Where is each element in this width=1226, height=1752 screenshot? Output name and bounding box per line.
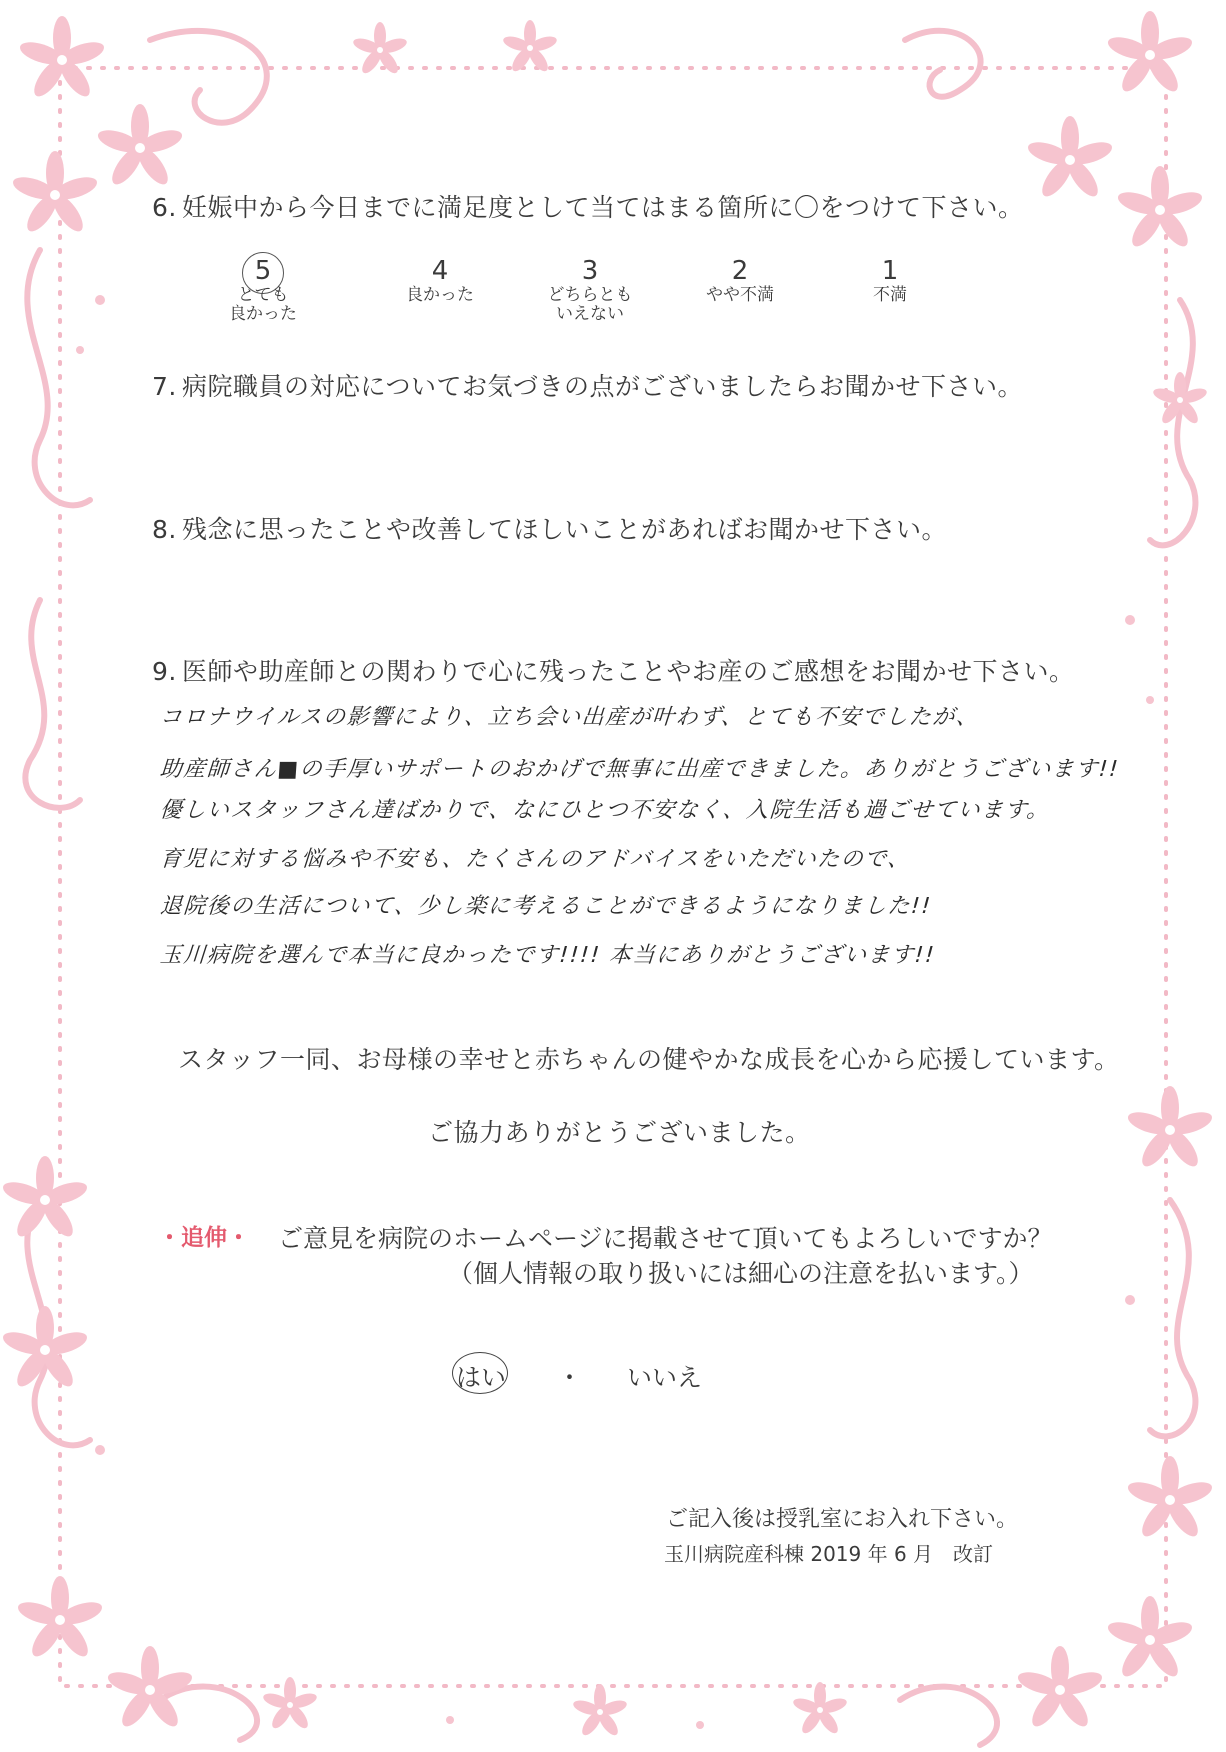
question-text: 残念に思ったことや改善してほしいことがあればお聞かせ下さい。 bbox=[182, 515, 948, 544]
question-8 bbox=[152, 510, 947, 546]
rating-number: 3 bbox=[581, 256, 599, 286]
rating-number: 5 bbox=[254, 256, 272, 286]
rating-number: 4 bbox=[431, 256, 449, 286]
rating-label: とても bbox=[237, 285, 289, 305]
rating-number: 2 bbox=[731, 256, 749, 286]
question-text: 妊娠中から今日までに満足度として当てはまる箇所に〇をつけて下さい。 bbox=[182, 193, 1024, 222]
revision-note: 玉川病院産科棟 2019 年 6 月 改訂 bbox=[664, 1542, 994, 1566]
handwritten-answer-line: コロナウイルスの影響により、立ち会い出産が叶わず、とても不安でしたが、 bbox=[158, 705, 981, 730]
question-number: 6. bbox=[152, 193, 177, 222]
rating-label: 良かった bbox=[229, 304, 297, 324]
rating-label: 不満 bbox=[873, 285, 907, 305]
question-text: 病院職員の対応についてお気づきの点がございましたらお聞かせ下さい。 bbox=[182, 372, 1024, 401]
handwritten-answer-line: 玉川病院を選んで本当に良かったです!!!! 本当にありがとうございます!! bbox=[158, 943, 937, 968]
handwritten-answer-line: 退院後の生活について、少し楽に考えることができるようになりました!! bbox=[158, 894, 933, 919]
question-9 bbox=[152, 652, 1075, 688]
answer-no[interactable]: いいえ bbox=[627, 1363, 703, 1392]
rating-label: やや不満 bbox=[706, 285, 774, 305]
rating-option-4[interactable] bbox=[380, 256, 500, 305]
rating-option-5[interactable] bbox=[203, 256, 323, 324]
postscript-question: ご意見を病院のホームページに掲載させて頂いてもよろしいですか？ bbox=[278, 1224, 1053, 1253]
thanks-message: ご協力ありがとうございました。 bbox=[428, 1118, 811, 1147]
rating-option-1[interactable] bbox=[830, 256, 950, 305]
question-number: 9. bbox=[152, 657, 177, 686]
answer-separator: ・ bbox=[557, 1363, 583, 1392]
rating-label: 良かった bbox=[406, 285, 474, 305]
handwritten-answer-line: 優しいスタッフさん達ばかりで、なにひとつ不安なく、入院生活も過ごせています。 bbox=[158, 798, 1051, 823]
question-text: 医師や助産師との関わりで心に残ったことやお産のご感想をお聞かせ下さい。 bbox=[182, 657, 1075, 686]
rating-number: 1 bbox=[881, 256, 899, 286]
rating-label: どちらとも bbox=[547, 285, 633, 305]
question-6 bbox=[152, 188, 1024, 224]
answer-yes[interactable]: はい bbox=[456, 1363, 507, 1392]
question-number: 7. bbox=[152, 372, 177, 401]
handwritten-answer-line: 助産師さん■の手厚いサポートのおかげで無事に出産できました。ありがとうございます!! bbox=[158, 757, 1121, 782]
closing-message: スタッフ一同、お母様の幸せと赤ちゃんの健やかな成長を心から応援しています。 bbox=[178, 1045, 1120, 1074]
postscript-note: （個人情報の取り扱いには細心の注意を払います。） bbox=[448, 1259, 1034, 1288]
question-7 bbox=[152, 367, 1023, 403]
rating-label: いえない bbox=[556, 304, 624, 324]
question-number: 8. bbox=[152, 515, 177, 544]
rating-option-3[interactable] bbox=[530, 256, 650, 324]
postscript-tag: ・追伸・ bbox=[158, 1225, 250, 1251]
rating-option-2[interactable] bbox=[680, 256, 800, 305]
handwritten-answer-line: 育児に対する悩みや不安も、たくさんのアドバイスをいただいたので、 bbox=[158, 847, 912, 872]
submission-instruction: ご記入後は授乳室にお入れ下さい。 bbox=[666, 1507, 1019, 1532]
